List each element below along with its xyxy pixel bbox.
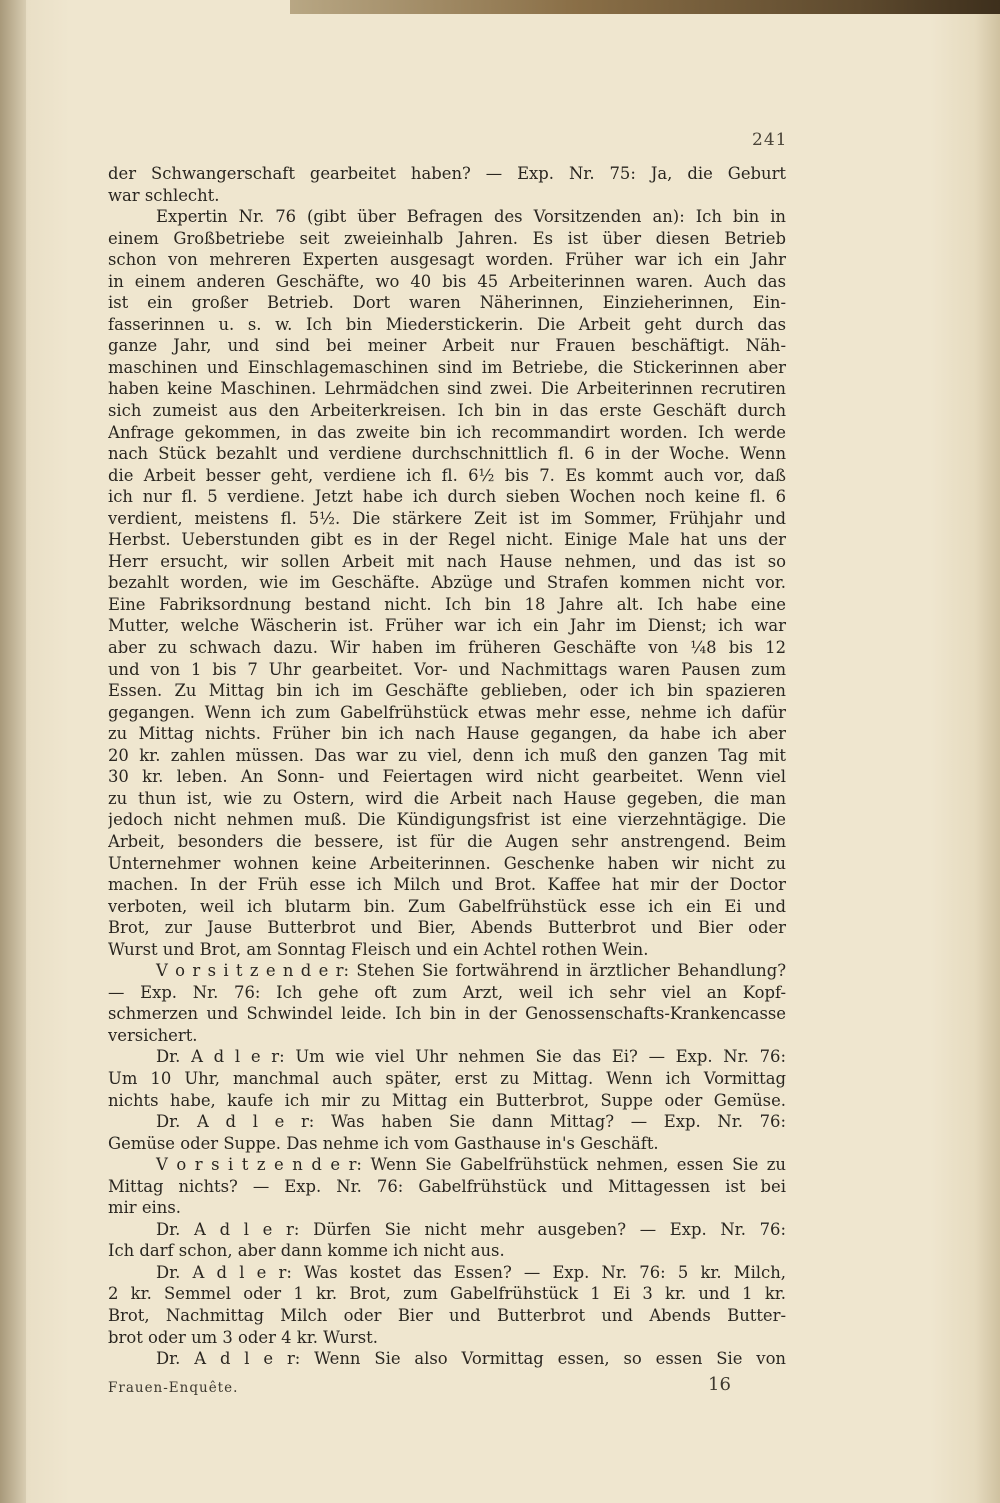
text-line: nichts habe, kaufe ich mir zu Mittag ein Butterbrot, Suppe oder Gemüse. (108, 1090, 786, 1110)
text-line: Ich darf schon, aber dann komme ich nicht aus. (108, 1241, 505, 1261)
text-line: Brot, zur Jause Butterbrot und Bier, Abends Butterbrot und Bier oder (108, 918, 786, 938)
page-edge-shadow (290, 0, 1000, 14)
text-line: zu Mittag nichts. Früher bin ich nach Hause gegangen, da habe ich aber (108, 724, 786, 744)
text-line: in einem anderen Geschäfte, wo 40 bis 45 Arbeiterinnen waren. Auch das (108, 271, 786, 291)
text-line: ich nur fl. 5 verdiene. Jetzt habe ich durch sieben Wochen noch keine fl. 6 (108, 487, 786, 507)
text-line: einem Großbetriebe seit zweieinhalb Jahren. Es ist über diesen Betrieb (108, 228, 786, 248)
binding-gutter (0, 0, 26, 1503)
footer-signature: Frauen-Enquête. (108, 1380, 239, 1396)
text-line: verdient, meistens fl. 5½. Die stärkere Zeit ist im Sommer, Frühjahr und (108, 508, 786, 528)
text-line: 20 kr. zahlen müssen. Das war zu viel, denn ich muß den ganzen Tag mit (108, 745, 786, 765)
text-line: der Schwangerschaft gearbeitet haben? — Exp. Nr. 75: Ja, die Geburt (108, 164, 786, 183)
text-line: die Arbeit besser geht, verdiene ich fl. 6½ bis 7. Es kommt auch vor, daß (108, 465, 786, 485)
text-line: maschinen und Einschlagemaschinen sind im Betriebe, die Stickerinnen aber (108, 357, 786, 377)
page-number: 241 (752, 130, 788, 150)
text-line: bezahlt worden, wie im Geschäfte. Abzüge und Strafen kommen nicht vor. (108, 573, 786, 593)
text-line: ist ein großer Betrieb. Dort waren Näherinnen, Einzieherinnen, Ein- (108, 293, 786, 313)
text-line: Unternehmer wohnen keine Arbeiterinnen. Geschenke haben wir nicht zu (108, 853, 786, 873)
text-line: mir eins. (108, 1198, 181, 1218)
text-line: sich zumeist aus den Arbeiterkreisen. Ich bin in das erste Geschäft durch (108, 401, 786, 421)
text-line: jedoch nicht nehmen muß. Die Kündigungsfrist ist eine vierzehntägige. Die (108, 810, 786, 830)
text-line: verboten, weil ich blutarm bin. Zum Gabelfrühstück esse ich ein Ei und (108, 896, 786, 916)
text-line: haben keine Maschinen. Lehrmädchen sind zwei. Die Arbeiterinnen recrutiren (108, 379, 786, 399)
text-line: machen. In der Früh esse ich Milch und Brot. Kaffee hat mir der Doctor (108, 875, 786, 895)
text-line: Arbeit, besonders die bessere, ist für die Augen sehr anstrengend. Beim (108, 831, 786, 851)
text-line: Wurst und Brot, am Sonntag Fleisch und ein Achtel rothen Wein. (108, 939, 649, 959)
text-line: Dr. A d l e r: Dürfen Sie nicht mehr ausgeben? — Exp. Nr. 76: (156, 1219, 786, 1239)
text-line: Herbst. Ueberstunden gibt es in der Regel nicht. Einige Male hat uns der (108, 530, 786, 550)
text-line: zu thun ist, wie zu Ostern, wird die Arbeit nach Hause gegeben, die man (108, 788, 786, 808)
text-line: und von 1 bis 7 Uhr gearbeitet. Vor- und Nachmittags waren Pausen zum (108, 659, 786, 679)
text-line: Dr. A d l e r: Um wie viel Uhr nehmen Sie das Ei? — Exp. Nr. 76: (156, 1047, 786, 1067)
text-line: Eine Fabriksordnung bestand nicht. Ich bin 18 Jahre alt. Ich habe eine (108, 594, 786, 614)
body-text (108, 163, 786, 1370)
text-line: Mittag nichts? — Exp. Nr. 76: Gabelfrühstück und Mittagessen ist bei (108, 1176, 786, 1196)
text-line: nach Stück bezahlt und verdiene durchschnittlich fl. 6 in der Woche. Wenn (108, 444, 786, 464)
text-line: gegangen. Wenn ich zum Gabelfrühstück etwas mehr esse, nehme ich dafür (108, 702, 786, 722)
text-line: Brot, Nachmittag Milch oder Bier und Butterbrot und Abends Butter- (108, 1305, 786, 1325)
text-line: versichert. (108, 1025, 198, 1045)
text-line: Dr. A d l e r: Was haben Sie dann Mittag? — Exp. Nr. 76: (156, 1112, 786, 1132)
footer-sheet-number: 16 (708, 1374, 731, 1395)
text-line: war schlecht. (108, 185, 220, 205)
text-line: V o r s i t z e n d e r: Stehen Sie fortwährend in ärztlicher Behandlung? (156, 961, 786, 981)
text-line: Gemüse oder Suppe. Das nehme ich vom Gasthause in's Geschäft. (108, 1133, 659, 1153)
text-line: Mutter, welche Wäscherin ist. Früher war ich ein Jahr im Dienst; ich war (108, 616, 786, 636)
text-line: aber zu schwach dazu. Wir haben im früheren Geschäfte von ¼8 bis 12 (108, 638, 786, 658)
text-line: brot oder um 3 oder 4 kr. Wurst. (108, 1327, 378, 1347)
text-line: 2 kr. Semmel oder 1 kr. Brot, zum Gabelfrühstück 1 Ei 3 kr. und 1 kr. (108, 1284, 786, 1304)
text-line: Expertin Nr. 76 (gibt über Befragen des Vorsitzenden an): Ich bin in (156, 207, 786, 227)
text-line: Dr. A d l e r: Was kostet das Essen? — Exp. Nr. 76: 5 kr. Milch, (156, 1262, 786, 1282)
text-line: Anfrage gekommen, in das zweite bin ich recommandirt worden. Ich werde (108, 422, 786, 442)
text-line: Essen. Zu Mittag bin ich im Geschäfte geblieben, oder ich bin spazieren (108, 681, 786, 701)
text-line: fasserinnen u. s. w. Ich bin Miederstickerin. Die Arbeit geht durch das (108, 314, 786, 334)
text-line: V o r s i t z e n d e r: Wenn Sie Gabelfrühstück nehmen, essen Sie zu (156, 1155, 786, 1175)
text-line: Um 10 Uhr, manchmal auch später, erst zu Mittag. Wenn ich Vormittag (108, 1068, 786, 1088)
text-line: Herr ersucht, wir sollen Arbeit mit nach Hause nehmen, und das ist so (108, 551, 786, 571)
text-line: Dr. A d l e r: Wenn Sie also Vormittag essen, so essen Sie von (156, 1349, 786, 1369)
text-line: 30 kr. leben. An Sonn- und Feiertagen wird nicht gearbeitet. Wenn viel (108, 767, 786, 787)
text-line: schon von mehreren Experten ausgesagt worden. Früher war ich ein Jahr (108, 250, 786, 270)
text-line: ganze Jahr, und sind bei meiner Arbeit nur Frauen beschäftigt. Näh- (108, 336, 786, 356)
text-line: schmerzen und Schwindel leide. Ich bin in der Genossenschafts-Krankencasse (108, 1004, 786, 1024)
text-line: — Exp. Nr. 76: Ich gehe oft zum Arzt, weil ich sehr viel an Kopf- (108, 982, 786, 1002)
